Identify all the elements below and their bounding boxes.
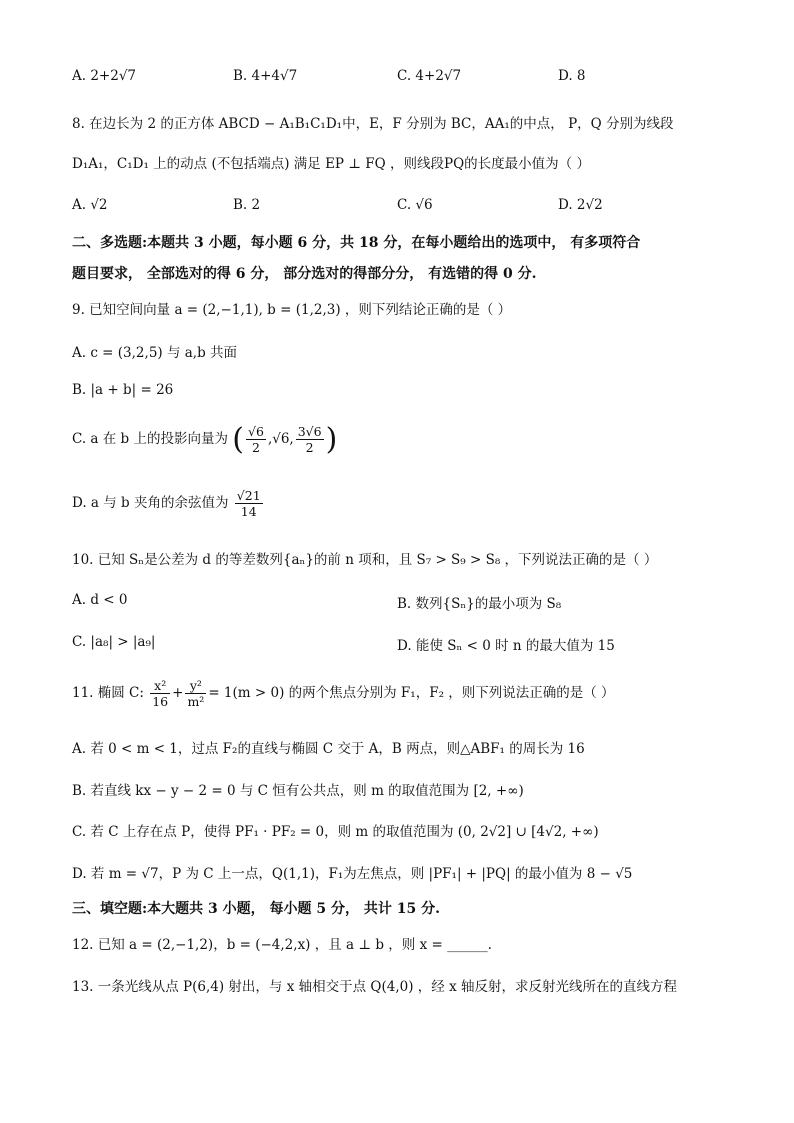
q11-fraction-y	[185, 678, 206, 709]
q9-d-fraction	[235, 488, 263, 519]
fraction-denominator: 2	[252, 440, 260, 455]
q10-option-b: B. 数列{Sₙ}的最小项为 S₈	[397, 596, 562, 612]
q7-option-a: A. 2+2√7	[72, 68, 137, 84]
q7-option-b: B. 4+4√7	[233, 68, 298, 84]
fraction-denominator: 2	[305, 440, 314, 455]
q7-option-c: C. 4+2√7	[397, 68, 462, 84]
section3-heading: 三、填空题:本大题共 3 小题， 每小题 5 分， 共计 15 分.	[72, 901, 440, 917]
q9-c-middle: ,√6,	[267, 431, 294, 447]
fraction-numerator: x²	[150, 678, 170, 694]
q9-option-b: B. |a + b| = 26	[72, 382, 174, 398]
q11-stem-prefix: 11. 椭圆 C:	[72, 685, 144, 701]
q8-option-b: B. 2	[233, 197, 261, 213]
q11-fraction-x	[150, 678, 170, 709]
fraction-numerator: 3√6	[297, 424, 322, 439]
q11-stem: 11. 椭圆 C: $\frac{\text{x²}}{16}$ + $\frac{\text{y²}}{\text{m²}}$ = 1(m > 0) 的两个焦点分别为 F₁，F₂ ，则下列说法正确的是（ ）	[72, 678, 615, 709]
q9-option-a: A. c = (3,2,5) 与 a,b 共面	[72, 345, 238, 361]
fraction-denominator: 16	[152, 694, 169, 709]
q11-option-d: D. 若 m = √7，P 为 C 上一点，Q(1,1)，F₁为左焦点，则 |PF₁| + |PQ| 的最小值为 8 − √5	[72, 866, 633, 882]
q13-stem: 13. 一条光线从点 P(6,4) 射出，与 x 轴相交于点 Q(4,0) ，经 x 轴反射，求反射光线所在的直线方程	[72, 979, 677, 995]
q8-stem-line1: 8. 在边长为 2 的正方体 ABCD − A₁B₁C₁D₁中，E，F 分别为 BC，AA₁的中点， P，Q 分别为线段	[72, 116, 674, 132]
q8-option-d: D. 2√2	[558, 197, 603, 213]
q9-option-d	[72, 488, 265, 519]
q10-stem: 10. 已知 Sₙ是公差为 d 的等差数列{aₙ}的前 n 项和，且 S₇ > S₉ > S₈ ，下列说法正确的是（ ）	[72, 552, 658, 568]
q10-option-c: C. |a₈| > |a₉|	[72, 634, 156, 650]
q9-option-c	[72, 422, 337, 457]
section2-heading-line1: 二、多选题:本题共 3 小题，每小题 6 分，共 18 分，在每小题给出的选项中， 有多项符合	[72, 235, 641, 251]
section2-heading-line2: 题目要求， 全部选对的得 6 分， 部分选对的得部分分， 有选错的得 0 分.	[72, 266, 537, 282]
q9-stem: 9. 已知空间向量 a = (2,−1,1), b = (1,2,3) ，则下列结论正确的是（ ）	[72, 302, 512, 318]
fraction-numerator: y²	[185, 678, 206, 694]
q12-stem: 12. 已知 a = (2,−1,2)，b = (−4,2,x) ，且 a ⊥ b ，则 x = ______.	[72, 937, 492, 953]
q8-option-c: C. √6	[397, 197, 433, 213]
q8-option-a: A. √2	[72, 197, 108, 213]
q9-option-d-prefix: D. a 与 b 夹角的余弦值为	[72, 495, 229, 511]
q10-option-d: D. 能使 Sₙ < 0 时 n 的最大值为 15	[397, 638, 615, 654]
q8-stem-line2: D₁A₁，C₁D₁ 上的动点 (不包括端点) 满足 EP ⊥ FQ ，则线段PQ的长度最小值为（ ）	[72, 156, 590, 172]
fraction-numerator: √6	[248, 424, 264, 439]
q11-stem-suffix: = 1(m > 0) 的两个焦点分别为 F₁，F₂ ，则下列说法正确的是（ ）	[208, 685, 615, 701]
q9-c-fraction-2	[296, 424, 324, 455]
fraction-numerator: √21	[236, 488, 261, 503]
q11-option-b: B. 若直线 kx − y − 2 = 0 与 C 恒有公共点，则 m 的取值范围为 [2, +∞)	[72, 783, 524, 799]
q9-c-fraction-1	[246, 424, 266, 455]
fraction-denominator: m²	[187, 694, 205, 709]
q10-option-a: A. d < 0	[72, 592, 128, 608]
q11-option-a: A. 若 0 < m < 1，过点 F₂的直线与椭圆 C 交于 A，B 两点，则△ABF₁ 的周长为 16	[72, 741, 585, 757]
left-paren: (	[232, 422, 245, 457]
q7-option-d: D. 8	[558, 68, 586, 84]
fraction-denominator: 14	[240, 504, 257, 519]
q9-option-c-prefix: C. a 在 b 上的投影向量为	[72, 431, 228, 447]
right-paren: )	[325, 422, 338, 457]
q11-option-c: C. 若 C 上存在点 P，使得 PF₁ · PF₂ = 0，则 m 的取值范围为 (0, 2√2] ∪ [4√2, +∞)	[72, 824, 599, 840]
